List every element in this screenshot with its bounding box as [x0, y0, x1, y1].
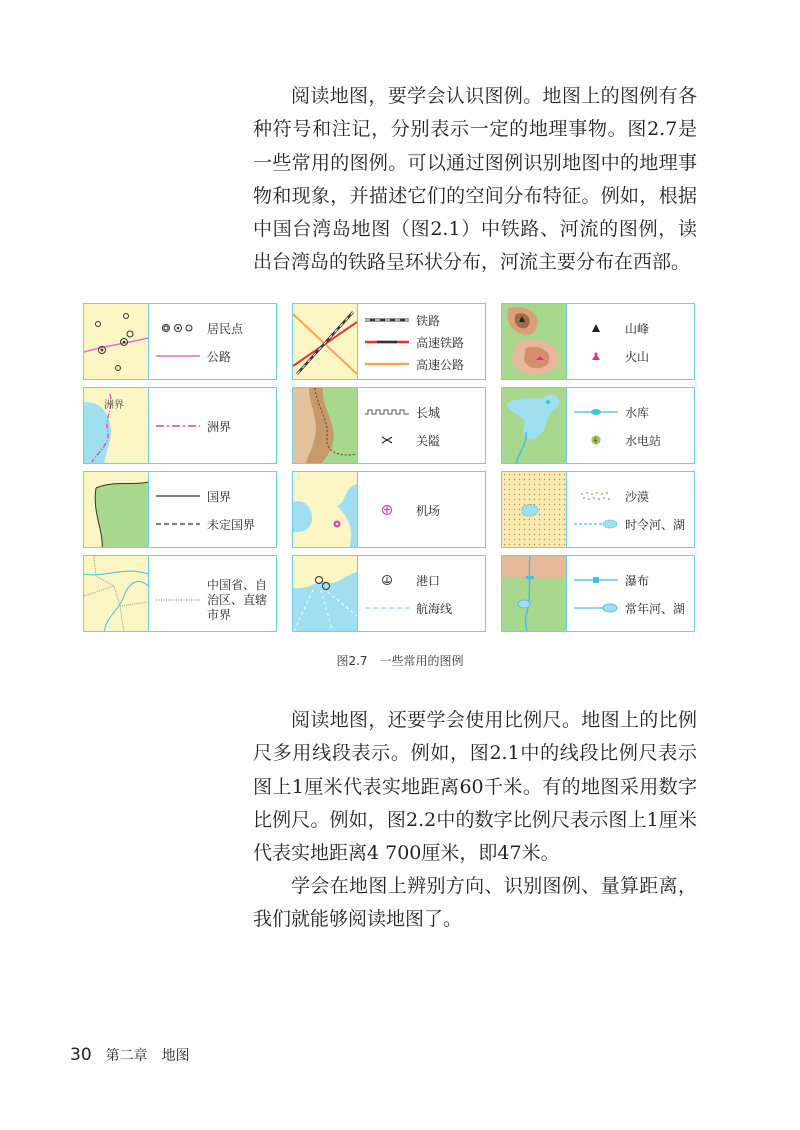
legend-item-shipping-route	[358, 598, 485, 618]
legend-label-reservoir: 水库	[625, 405, 650, 420]
thumb-terrain-map	[502, 304, 567, 379]
legend-label-railway: 铁路	[416, 313, 441, 328]
high-speed-rail-line-icon	[358, 332, 416, 352]
national-border-line-icon	[149, 486, 207, 506]
road-line-icon	[149, 346, 207, 366]
legend-label-shipping-route: 航海线	[416, 601, 453, 616]
thumb-airport-map	[293, 472, 358, 547]
thumb-great-wall-map	[293, 388, 358, 463]
paragraph-legend: 阅读地图，要学会认识图例。地图上的图例有各种符号和注记，分别表示一定的地理事物。图2.7是一些常用的图例。可以通过图例识别地图中的地理事物和现象，并描述它们的空间分布特征。例如，根据中国台湾岛地图（图2.1）中铁路、河流的图例，读出台湾岛的铁路呈环状分布，河流主要分布在西部。	[253, 85, 697, 274]
thumb-provincial-map	[84, 556, 149, 631]
figure-title: 一些常用的图例	[379, 654, 464, 668]
legend-label-hydro-station: 水电站	[625, 433, 662, 448]
legend-cell-continent-boundary	[83, 387, 277, 464]
legend-item-railway	[358, 310, 485, 330]
thumb-continent-text: 洲界	[104, 400, 124, 411]
legend-item-volcano	[567, 346, 694, 366]
legend-cell-great-wall	[292, 387, 486, 464]
legend-item-port	[358, 570, 485, 590]
hydro-station-icon	[567, 430, 625, 450]
page-footer	[70, 1045, 190, 1065]
legend-item-reservoir	[567, 402, 694, 422]
perennial-water-icon	[567, 598, 625, 618]
legend-item-airport	[358, 500, 485, 520]
expressway-line-icon	[358, 354, 416, 374]
legend-item-hydro-station	[567, 430, 694, 450]
legend-label-airport: 机场	[416, 503, 441, 518]
legend-item-seasonal-water	[567, 514, 694, 534]
peak-triangle-icon	[567, 318, 625, 338]
legend-item-continent-boundary	[149, 416, 276, 436]
legend-item-provincial-border	[149, 577, 276, 622]
legend-item-undefined-border	[149, 514, 276, 534]
legend-label-residential: 居民点	[207, 321, 244, 336]
legend-item-national-border	[149, 486, 276, 506]
volcano-icon	[567, 346, 625, 366]
thumb-port-map	[293, 556, 358, 631]
legend-item-great-wall	[358, 402, 485, 422]
legend-item-highway	[149, 346, 276, 366]
undefined-border-line-icon	[149, 514, 207, 534]
legend-label-provincial-border: 中国省、自治区、直辖市界	[207, 577, 268, 622]
airport-icon	[358, 500, 416, 520]
legend-cell-reservoir	[501, 387, 695, 464]
legend-label-great-wall: 长城	[416, 405, 441, 420]
legend-cell-rail	[292, 303, 486, 380]
section-label: 地图	[161, 1048, 190, 1064]
great-wall-line-icon	[358, 402, 416, 422]
legend-item-residential	[149, 318, 276, 338]
chapter-label: 第二章	[105, 1048, 148, 1064]
railway-line-icon	[358, 310, 416, 330]
paragraph-summary: 学会在地图上辨别方向、识别图例、量算距离，我们就能够阅读地图了。	[253, 875, 697, 931]
legend-item-waterfall	[567, 570, 694, 590]
legend-item-peak	[567, 318, 694, 338]
desert-dots-icon	[567, 486, 625, 506]
thumb-reservoir-map	[502, 388, 567, 463]
continent-boundary-line-icon	[149, 416, 207, 436]
legend-cell-settlement	[83, 303, 277, 380]
paragraph-scale: 阅读地图，还要学会使用比例尺。地图上的比例尺多用线段表示。例如，图2.1中的线段比例尺表示图上1厘米代表实地距离60千米。有的地图采用数字比例尺。例如，图2.2中的数字比例尺表示图上1厘米代表实地距离4 700厘米，即47米。	[253, 709, 697, 865]
legend-item-pass	[358, 430, 485, 450]
legend-figure	[83, 303, 695, 633]
thumb-continent-boundary-map	[84, 388, 149, 463]
legend-label-seasonal-water: 时令河、湖	[625, 517, 686, 532]
thumb-borders-map	[84, 472, 149, 547]
legend-label-continent-boundary: 洲界	[207, 419, 232, 434]
figure-number: 图2.7	[336, 654, 368, 668]
legend-label-waterfall: 瀑布	[625, 573, 650, 588]
seasonal-water-icon	[567, 514, 625, 534]
legend-label-national-border: 国界	[207, 489, 232, 504]
legend-cell-waterfall	[501, 555, 695, 632]
legend-label-port: 港口	[416, 573, 441, 588]
legend-label-perennial-water: 常年河、湖	[625, 601, 686, 616]
thumb-settlement-map	[84, 304, 149, 379]
legend-cell-provincial-border	[83, 555, 277, 632]
legend-label-desert: 沙漠	[625, 489, 650, 504]
port-anchor-icon	[358, 570, 416, 590]
reservoir-icon	[567, 402, 625, 422]
legend-item-desert	[567, 486, 694, 506]
waterfall-icon	[567, 570, 625, 590]
legend-label-undefined-border: 未定国界	[207, 517, 256, 532]
legend-label-volcano: 火山	[625, 349, 650, 364]
legend-cell-airport	[292, 471, 486, 548]
legend-cell-terrain	[501, 303, 695, 380]
figure-caption	[0, 652, 800, 669]
residential-symbol-icon	[149, 318, 207, 338]
thumb-rail-map	[293, 304, 358, 379]
legend-label-peak: 山峰	[625, 321, 650, 336]
legend-item-expressway	[358, 354, 485, 374]
provincial-border-line-icon	[149, 590, 207, 610]
thumb-desert-map	[502, 472, 567, 547]
thumb-waterfall-map	[502, 556, 567, 631]
legend-label-pass: 关隘	[416, 433, 441, 448]
legend-label-high-speed-rail: 高速铁路	[416, 335, 465, 350]
legend-cell-desert	[501, 471, 695, 548]
legend-cell-borders	[83, 471, 277, 548]
legend-item-high-speed-rail	[358, 332, 485, 352]
shipping-route-line-icon	[358, 598, 416, 618]
legend-cell-port	[292, 555, 486, 632]
pass-cross-icon	[358, 430, 416, 450]
page-number: 30	[70, 1045, 92, 1065]
legend-item-perennial-water	[567, 598, 694, 618]
legend-label-expressway: 高速公路	[416, 357, 465, 372]
legend-label-highway: 公路	[207, 349, 232, 364]
